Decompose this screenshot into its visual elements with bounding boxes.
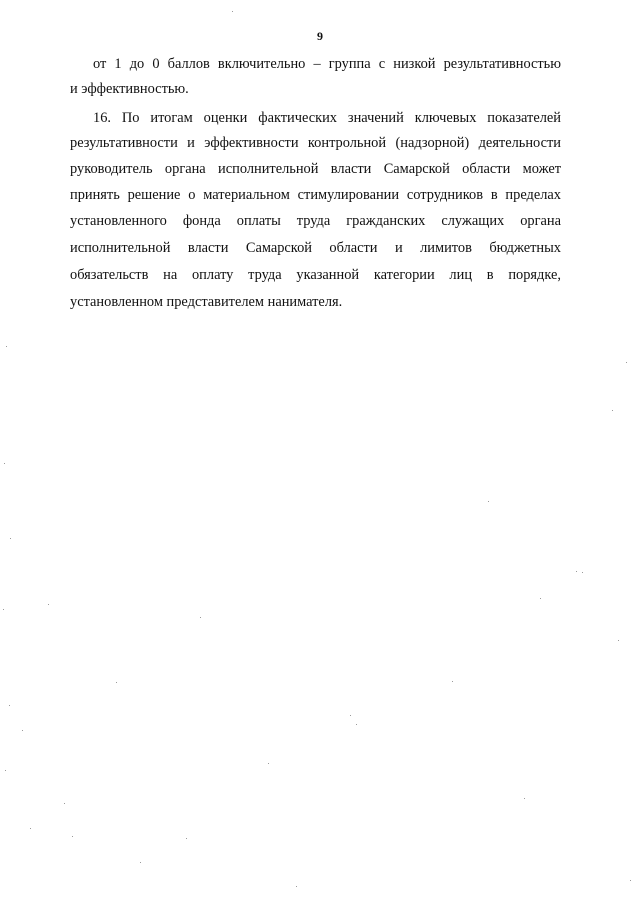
page-number: 9 bbox=[317, 29, 323, 43]
paragraph-line: результативности и эффективности контрольной (надзорной) деятельности bbox=[70, 135, 561, 151]
paragraph-line: 16. По итогам оценки фактических значений ключевых показателей bbox=[93, 110, 561, 126]
paragraph-line: установленном представителем нанимателя. bbox=[70, 294, 343, 310]
paragraph-line: руководитель органа исполнительной власти Самарской области может bbox=[70, 161, 561, 177]
paragraph-line: исполнительной власти Самарской области и лимитов бюджетных bbox=[70, 240, 561, 256]
paragraph-line: принять решение о материальном стимулировании сотрудников в пределах bbox=[70, 187, 561, 203]
paragraph-line: установленного фонда оплаты труда гражданских служащих органа bbox=[70, 213, 561, 229]
paragraph-line: и эффективностью. bbox=[70, 81, 189, 97]
paragraph-line: от 1 до 0 баллов включительно – группа с низкой результативностью bbox=[93, 56, 561, 72]
paragraph-line: обязательств на оплату труда указанной категории лиц в порядке, bbox=[70, 267, 561, 283]
